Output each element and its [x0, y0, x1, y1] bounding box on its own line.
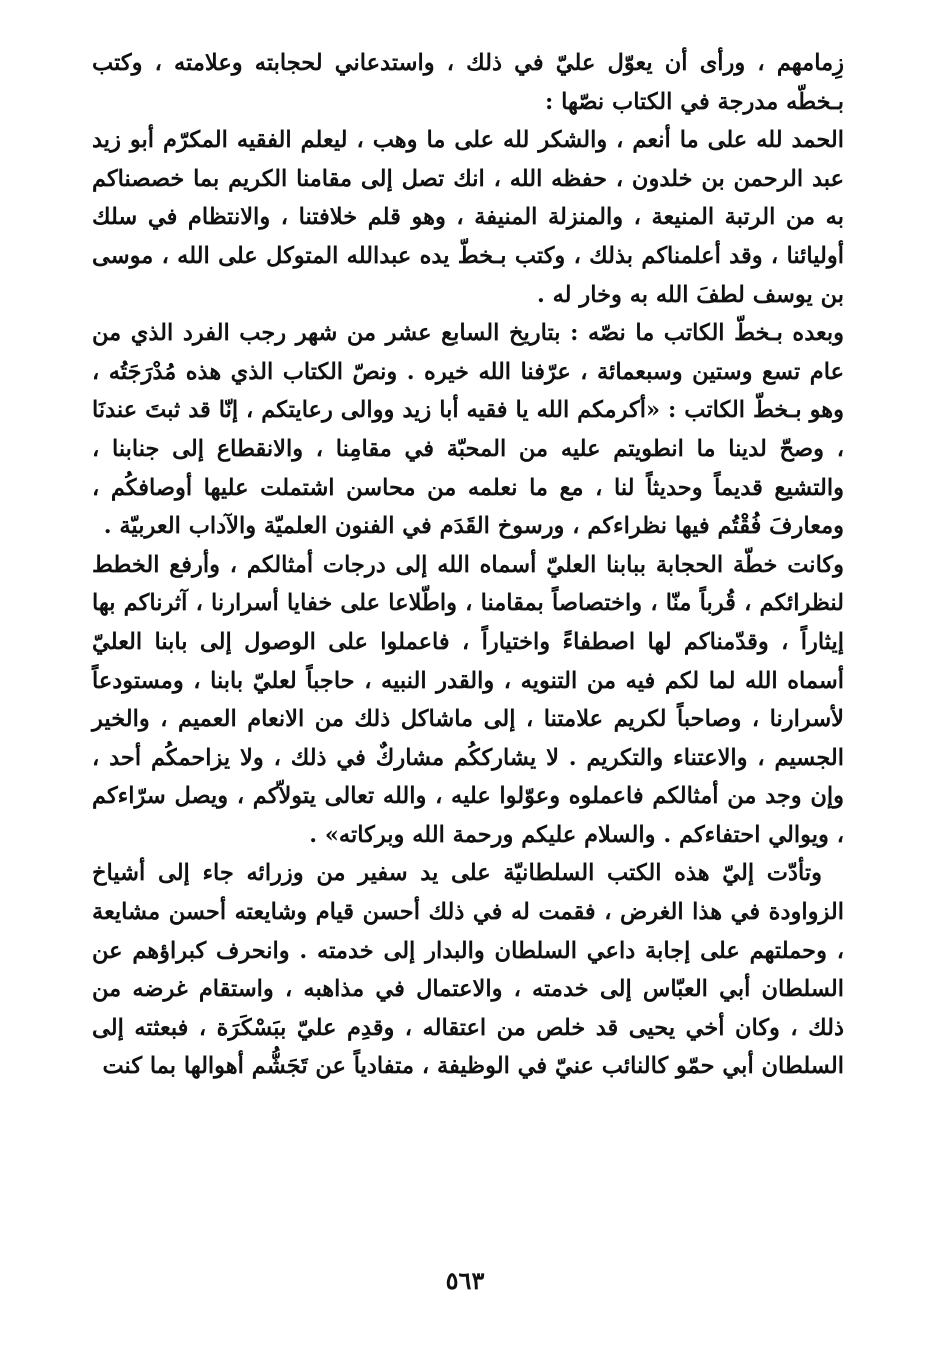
body-text — [92, 44, 844, 1086]
paragraph: وتأدّت إليّ هذه الكتب السلطانيّة على يد سفير من وزرائه جاء إلى أشياخ الزواودة في هذا الغرض ، فقمت له في ذلك أحسن قيام وشايعته أحسن مشايعة ، وحملتهم على إجابة داعي السلطان والبدار إلى خدمته . وانحرف كبراؤهم عن السلطان أبي العبّاس إلى خدمته ، والاعتمال في مذاهبه ، واستقام غرضه من ذلك ، وكان أخي يحيى قد خلص من اعتقاله ، وقدِم عليّ ببَسْكَرَة ، فبعثته إلى السلطان أبي حمّو كالنائب عنيّ في الوظيفة ، متفادياً عن تَجَشُّم أهوالها بما كنت — [92, 860, 844, 1080]
paragraph: وكانت خطّة الحجابة ببابنا العليّ أسماه الله إلى درجات أمثالكم ، وأرفع الخطط لنظرائكم ، قُرباً منّا ، واختصاصاً بمقامنا ، واطّلاعا على خفايا أسرارنا ، آثرناكم بها إيثاراً ، وقدّمناكم لها اصطفاءً واختياراً ، فاعملوا على الوصول إلى بابنا العليّ أسماه الله لما لكم فيه من التنويه ، والقدر النبيه ، حاجباً لعليّ بابنا ، ومستودعاً لأسرارنا ، وصاحباً لكريم علامتنا ، إلى ماشاكل ذلك من الانعام العميم ، والخير الجسيم ، والاعتناء والتكريم . لا يشارككُم مشاركٌ في ذلك ، ولا يزاحمكُم أحد ، وإن وجد من أمثالكم فاعملوه وعوّلوا عليه ، والله تعالى يتولاّكم ، ويصل سرّاءكم ، ويوالي احتفاءكم . والسلام عليكم ورحمة الله وبركاته» . — [92, 551, 844, 848]
paragraph: زِمامهم ، ورأى أن يعوّل عليّ في ذلك ، واستدعاني لحجابته وعلامته ، وكتب بـخطّه مدرجة في الكتاب نصّها : — [92, 50, 844, 115]
paragraph: وبعده بـخطّ الكاتب ما نصّه : بتاريخ السابع عشر من شهر رجب الفرد الذي من عام تسع وستين وسبعمائة ، عرّفنا الله خيره . ونصّ الكتاب الذي هذه مُدْرَجَتُه ، وهو بـخطّ الكاتب : «أكرمكم الله يا فقيه أبا زيد ووالى رعايتكم ، إنّا قد ثبتَ عندنَا ، وصحّ لدينا ما انطويتم عليه من المحبّة في مقامِنا ، والانقطاع إلى جنابنا ، والتشيع قديماً وحديثاً لنا ، مع ما نعلمه من محاسن اشتملت عليها أوصافكُم ، ومعارفَ فُقْتُم فيها نظراءكم ، ورسوخ القَدَم في الفنون العلميّة والآداب العربيّة . — [92, 320, 844, 540]
page-number: ٥٦٣ — [445, 1266, 485, 1295]
paragraph: الحمد لله على ما أنعم ، والشكر لله على ما وهب ، ليعلم الفقيه المكرّم أبو زيد عبد الرحمن بن خلدون ، حفظه الله ، انك تصل إلى مقامنا الكريم بما خصصناكم به من الرتبة المنيعة ، والمنزلة المنيفة ، وهو قلم خلافتنا ، والانتظام في سلك أوليائنا ، وقد أعلمناكم بذلك ، وكتب بـخطّ يده عبدالله المتوكل على الله ، موسى بن يوسف لطفَ الله به وخار له . — [92, 127, 844, 308]
